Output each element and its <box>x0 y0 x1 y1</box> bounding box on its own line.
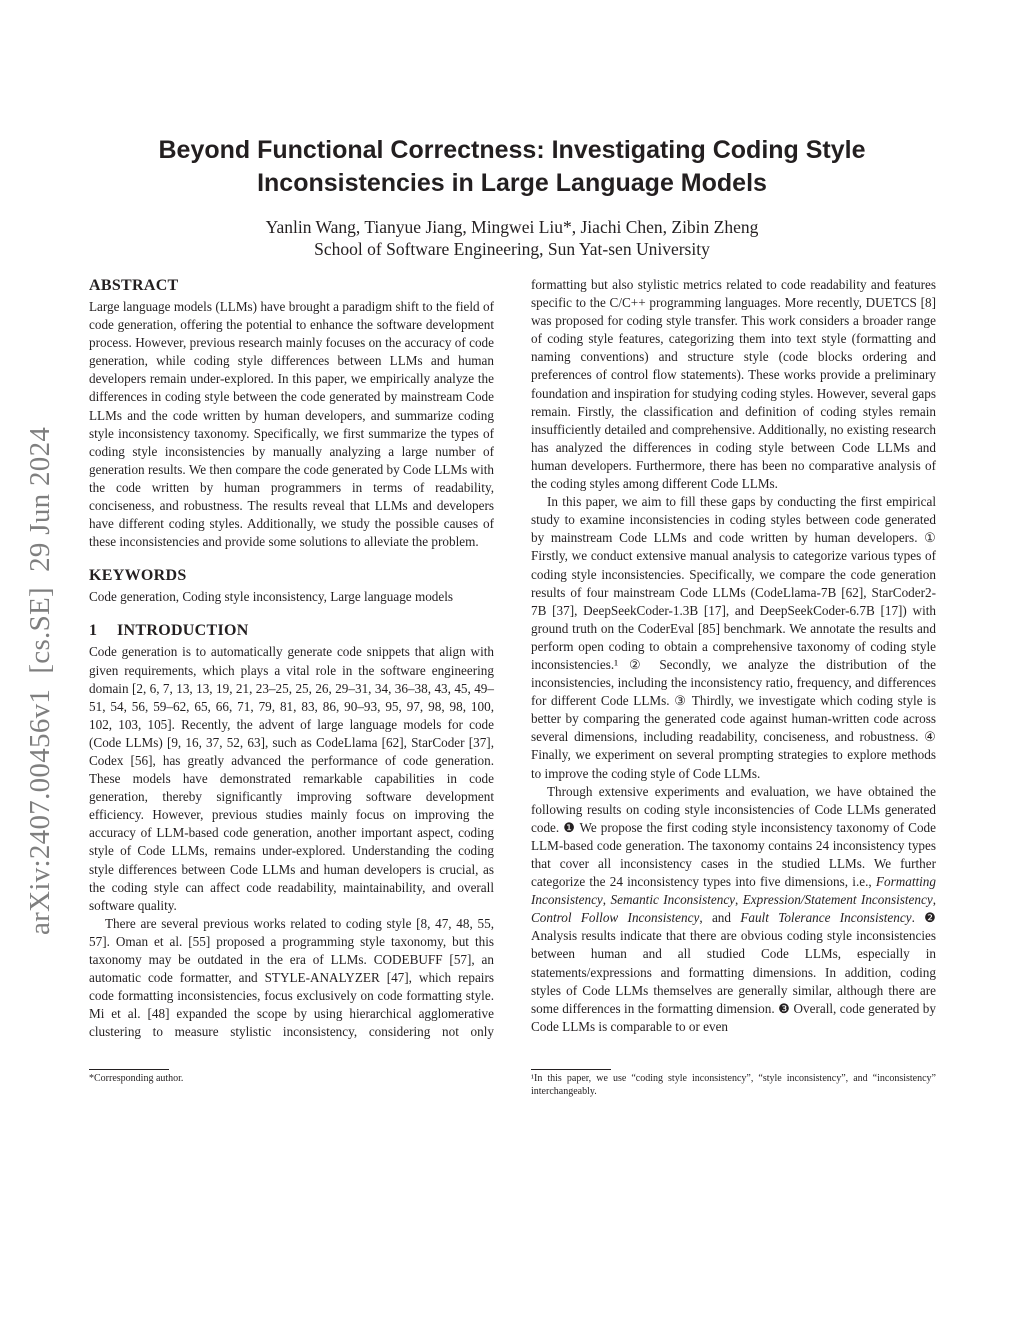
two-column-text <box>89 276 936 1041</box>
corresponding-author-note: *Corresponding author. <box>89 1073 184 1085</box>
separator: , <box>735 892 743 908</box>
footnote-rule <box>89 1069 169 1070</box>
introduction-heading <box>89 621 494 641</box>
author-names: Yanlin Wang, Tianyue Jiang, Mingwei Liu*, Jiachi Chen, Zibin Zheng <box>265 217 759 237</box>
separator: , and <box>699 910 741 926</box>
left-footnote <box>89 1069 494 1086</box>
footnote-1: ¹In this paper, we use “coding style inconsistency”, “style inconsistency”, and “inconsistency” interchangeably. <box>531 1073 936 1097</box>
title-line-2: Inconsistencies in Large Language Models <box>257 169 767 197</box>
arxiv-stamp: arXiv:2407.00456v1 [cs.SE] 29 Jun 2024 <box>24 426 56 935</box>
p4-text-a: Through extensive experiments and evaluation, we have obtained the following results on coding style inconsistencies of Code LLMs generated code. ❶ We propose the first coding style inconsistency taxonomy of Code LLM-based code generation. The taxonomy contains 24 inconsistency types that cover all inconsistency cases in the studied LLMs. We further categorize the 24 inconsistency types into five dimensions, i.e., <box>531 783 936 890</box>
intro-paragraph-2: There are several previous works related to coding style [8, 47, 48, 55, 57]. Oman et al. [55] proposed a programming style taxonomy, but this taxonomy may be outdated in the era of LLMs. CODEBUFF [57], an automatic code formatter, and STYLE-ANALYZER [47], which repairs code formatting inconsistencies, focus exclusively on code formatting style. Mi et al. [48] expanded the scope by using hierarchical agglomerative clustering to measure stylistic inconsistency, considering not only formatting but also stylistic metrics related to code readability and features specific to the C/C++ programming languages. More recently, DUETCS [8] was proposed for coding style transfer. This work considers a broader range of coding style features, categorizing them into text style (formatting and naming conventions) and structure style (code blocks ordering and preferences of control flow statements). These works provide a preliminary foundation and inspiration for studying coding styles. However, several gaps remain. Firstly, the classification and definition of coding styles remain insufficiently detailed and comprehensive. Additionally, no existing research has analyzed the differences in coding style between Code LLMs and human developers. Furthermore, there has been no comparative analysis of the coding styles among different Code LLMs. <box>89 277 936 1040</box>
p4-text-b: . ❷ Analysis results indicate that there are obvious coding style inconsistencies between human and all studied Code LLMs, especially in statements/expressions and formatting dimensions. In addition, coding styles of Code LLMs themselves are generally similar, although there are some differences in the formatting dimension. ❸ Overall, code generated by Code LLMs is comparable to or even <box>531 910 937 1034</box>
dimension-formatting: Formatting Inconsistency <box>531 874 936 908</box>
dimension-expression-statement: Expression/Statement Inconsistency <box>742 892 933 908</box>
abstract-heading: ABSTRACT <box>89 277 179 294</box>
right-footnote <box>531 1069 936 1098</box>
footnote-rule <box>531 1069 611 1070</box>
dimension-control-follow: Control Follow Inconsistency <box>531 910 700 926</box>
separator: , <box>602 892 611 908</box>
intro-paragraph-4 <box>531 783 936 1036</box>
paper-title <box>0 134 1024 200</box>
keywords-heading: KEYWORDS <box>89 567 187 585</box>
author-affiliation: School of Software Engineering, Sun Yat-sen University <box>314 239 710 259</box>
dimension-semantic: Semantic Inconsistency <box>610 892 736 908</box>
intro-paragraph-1: Code generation is to automatically generate code snippets that align with given requirements, which plays a vital role in the software engineering domain [2, 6, 7, 13, 13, 19, 21, 23–25, 25, 26, 29–31, 34, 36–38, 43, 45, 49–51, 54, 56, 59–62, 65, 66, 71, 79, 81, 83, 86, 90–93, 95, 97, 98, 98, 100, 102, 103, 105]. Recently, the advent of large language models for code (Code LLMs) [9, 16, 37, 52, 63], such as CodeLlama [62], StarCoder [37], Codex [56], has greatly advanced the performance of code generation. These models have demonstrated remarkable capabilities in code generation, thereby significantly improving software development efficiency. However, previous studies mainly focus on improving the accuracy of LLM-based code generation, another important aspect, coding style of Code LLMs, remains under-explored. Understanding the coding style differences between Code LLMs and human developers is crucial, as the coding style can affect code readability, maintainability, and overall software quality. <box>89 644 494 913</box>
author-block <box>0 216 1024 260</box>
paper-body <box>89 276 936 1098</box>
section-number: 1 <box>89 622 98 640</box>
keywords-text: Code generation, Coding style inconsistency, Large language models <box>89 589 454 605</box>
separator: , <box>932 892 937 908</box>
abstract-text: Large language models (LLMs) have brought a paradigm shift to the field of code generation, offering the potential to enhance the software development process. However, previous research mainly focuses on the accuracy of code generation, while coding style differences between LLMs and human developers remain under-explored. In this paper, we empirically analyze the differences in coding style between the code generated by mainstream Code LLMs and the code written by human developers, and summarize coding style inconsistency taxonomy. Specifically, we first summarize the types of coding style inconsistencies by manually analyzing a large number of generation results. We then compare the code generated by Code LLMs with the code written by human programmers in terms of readability, conciseness, and robustness. The results reveal that LLMs and developers have different coding styles. Additionally, we study the possible causes of these inconsistencies and provide some solutions to alleviate the problem. <box>89 299 494 550</box>
title-line-1: Beyond Functional Correctness: Investigating Coding Style <box>158 136 866 164</box>
intro-paragraph-3: In this paper, we aim to fill these gaps by conducting the first empirical study to examine inconsistencies in coding styles between code generated by mainstream Code LLMs and code written by human developers. ① Firstly, we conduct extensive manual analysis to categorize various types of coding style inconsistencies. Specifically, we compare the code generation results of four mainstream Code LLMs (CodeLlama-7B [62], StarCoder2-7B [37], DeepSeekCoder-1.3B [17], and DeepSeekCoder-6.7B [17]) with ground truth on the CoderEval [85] benchmark. We annotate the results and perform open coding to obtain a comprehensive taxonomy of coding style inconsistencies.¹ ② Secondly, we analyze the distribution of the inconsistencies, including the inconsistency ratio, frequency, and differences for different Code LLMs. ③ Thirdly, we investigate which coding style is better by comparing the generated code against human-written code across several dimensions, including readability, conciseness, and robustness. ④ Finally, we experiment on several prompting strategies to explore methods to improve the coding style of Code LLMs. <box>531 494 936 781</box>
footnotes-row <box>89 1069 936 1098</box>
section-title: INTRODUCTION <box>117 622 249 640</box>
dimension-fault-tolerance: Fault Tolerance Inconsistency <box>740 910 912 926</box>
